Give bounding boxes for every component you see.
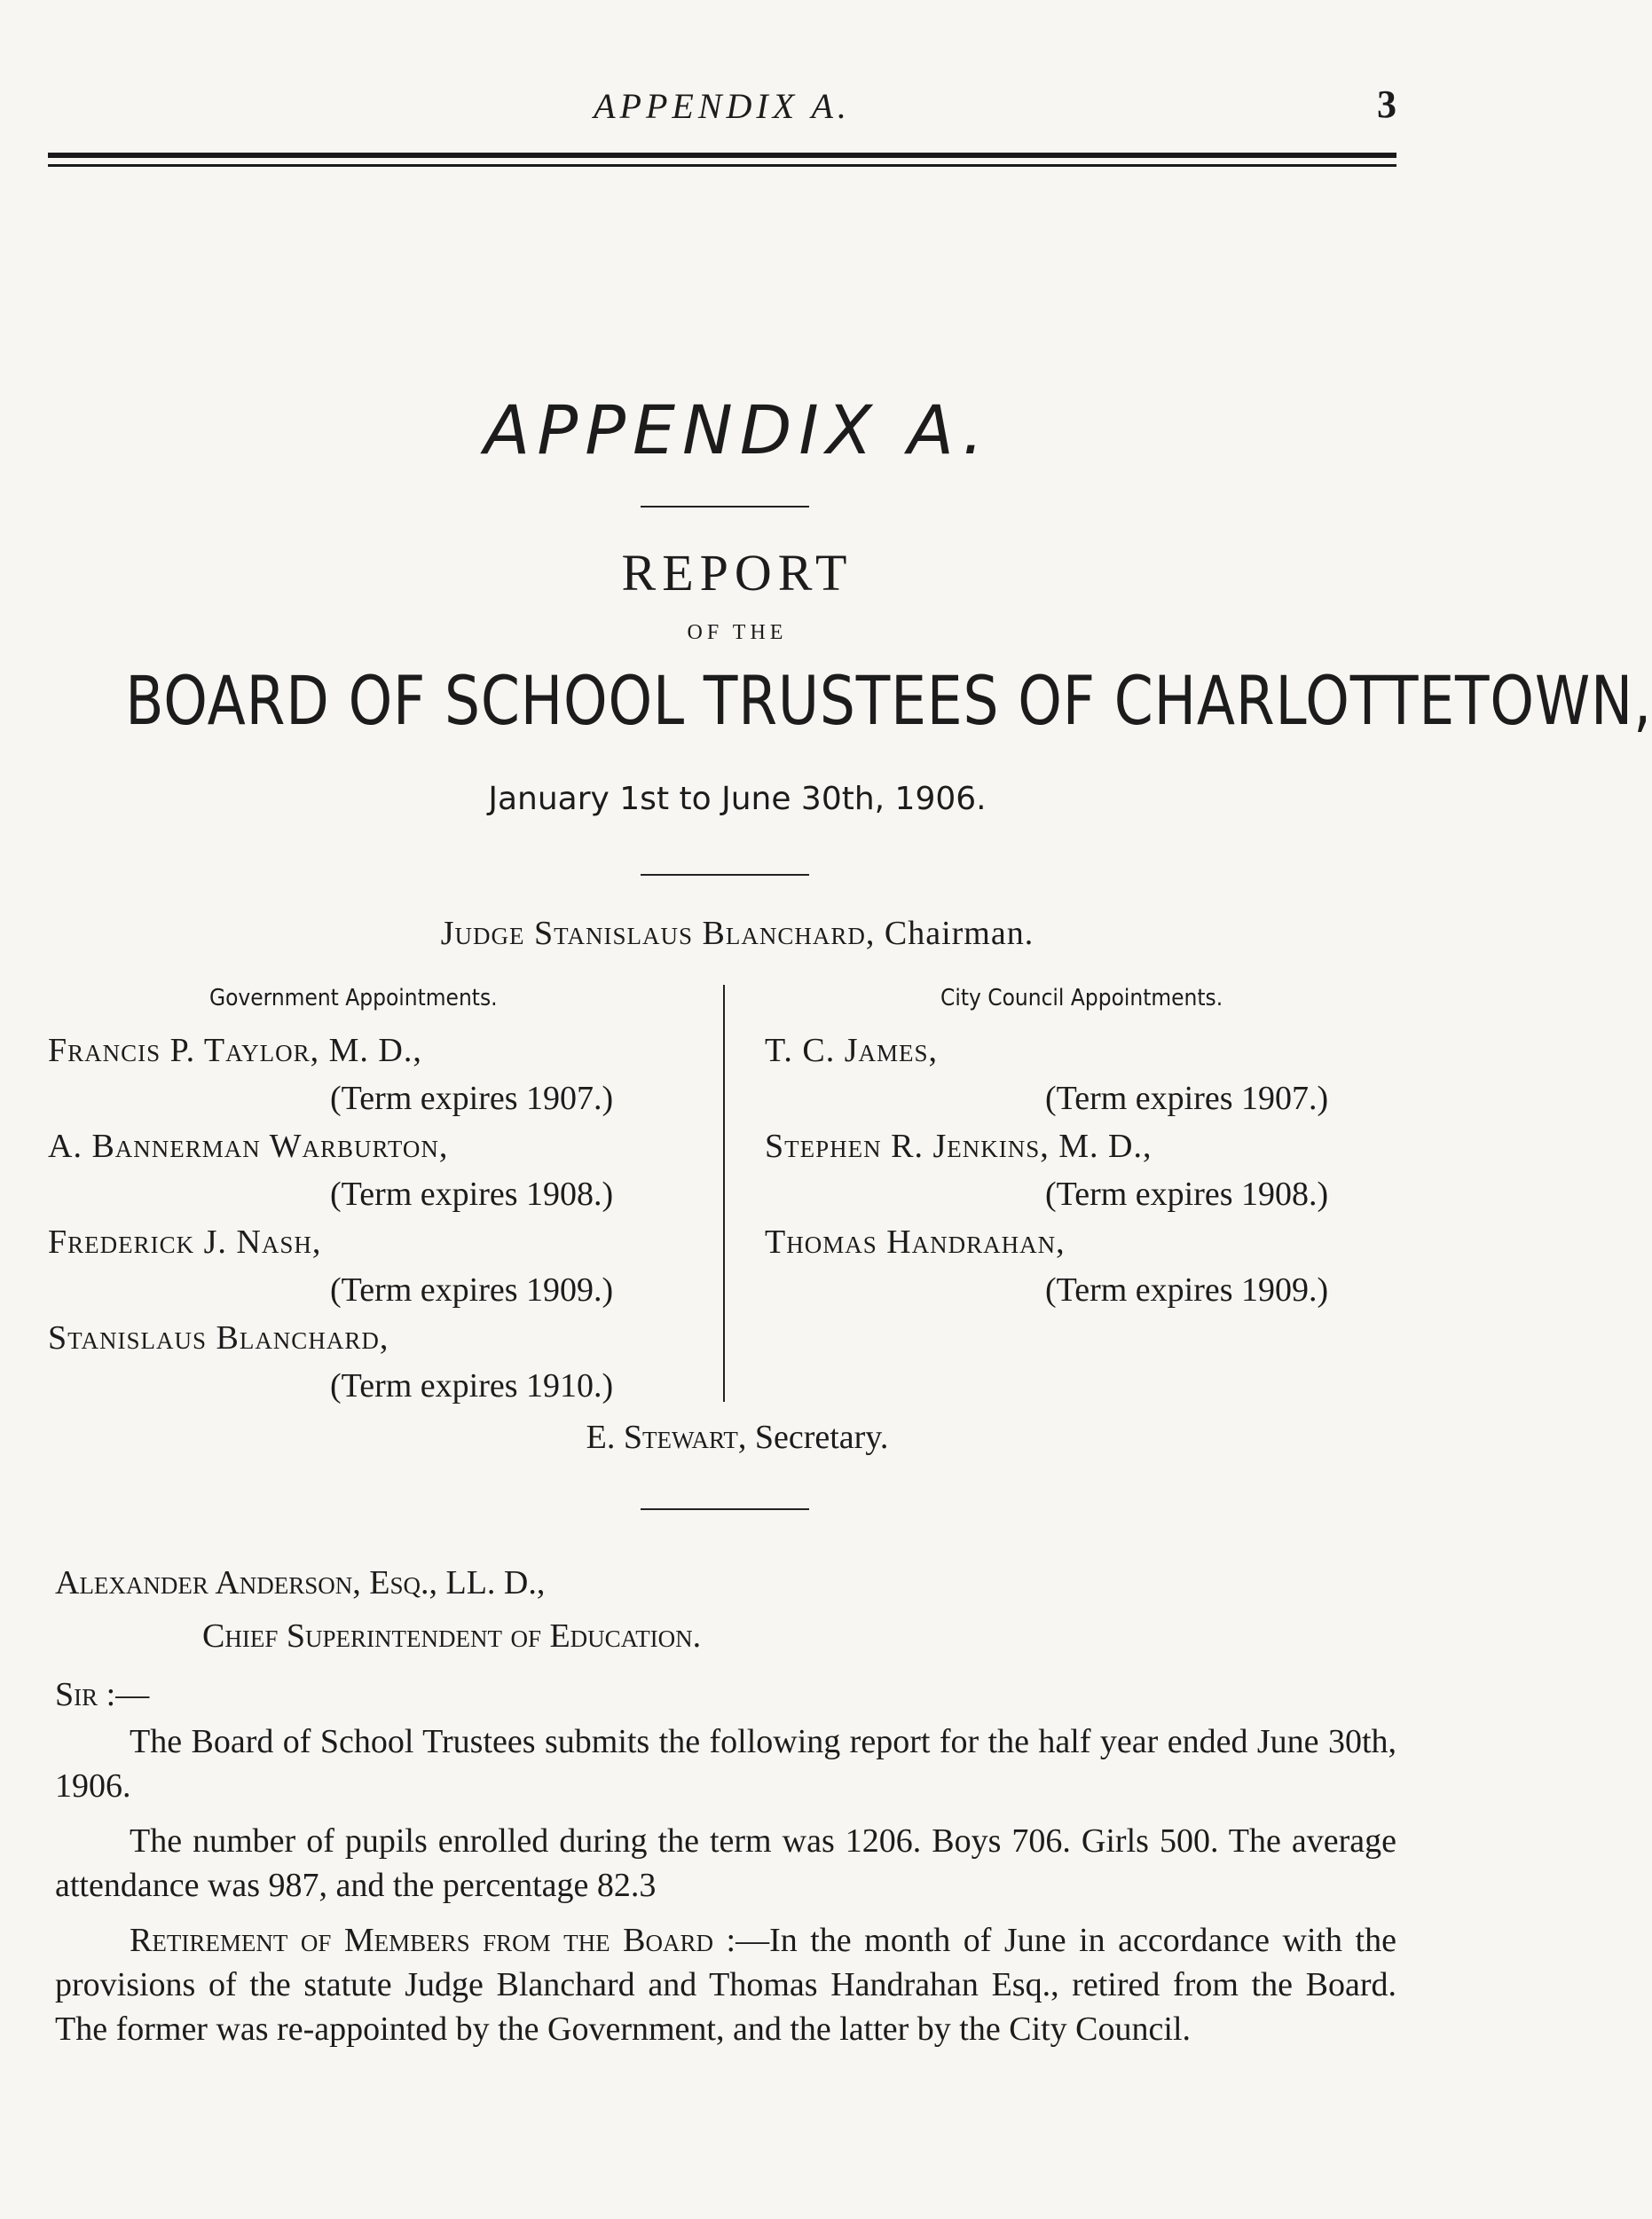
- header-rule: [48, 153, 1396, 167]
- member-term: (Term expires 1909.): [1045, 1271, 1329, 1309]
- salutation: Sir :—: [55, 1676, 150, 1713]
- divider-rule: [641, 874, 809, 876]
- running-title: APPENDIX A.: [594, 86, 851, 126]
- retirement-paragraph: [55, 1918, 1396, 2051]
- addressee: Alexander Anderson, Esq., LL. D.,: [55, 1564, 546, 1601]
- member-name: T. C. James,: [765, 1032, 939, 1069]
- member-name: Stanislaus Blanchard,: [48, 1319, 389, 1357]
- appendix-title: APPENDIX A.: [484, 390, 991, 469]
- member-term: (Term expires 1908.): [1045, 1176, 1329, 1213]
- member-name: A. Bannerman Warburton,: [48, 1128, 449, 1165]
- running-head: [48, 78, 1396, 140]
- chairman-name: Judge Stanislaus Blanchard,: [440, 915, 876, 952]
- city-council-heading: City Council Appointments.: [940, 985, 1223, 1011]
- report-heading: REPORT: [621, 544, 854, 602]
- member-term: (Term expires 1907.): [1045, 1080, 1329, 1117]
- divider-rule: [641, 1508, 809, 1510]
- addressee-title: Chief Superintendent of Education.: [202, 1617, 702, 1655]
- member-term: (Term expires 1907.): [330, 1080, 614, 1117]
- board-title: BOARD OF SCHOOL TRUSTEES OF CHARLOTTETOWN,: [125, 661, 1652, 740]
- member-term: (Term expires 1909.): [330, 1271, 614, 1309]
- retirement-heading: Retirement of Members from the Board :—: [130, 1922, 770, 1959]
- member-name: Frederick J. Nash,: [48, 1224, 322, 1261]
- page-number: 3: [1377, 83, 1396, 126]
- divider-rule: [641, 506, 809, 508]
- member-name: Francis P. Taylor, M. D.,: [48, 1032, 422, 1069]
- secretary-role: Secretary.: [754, 1419, 889, 1456]
- of-the-text: OF THE: [687, 621, 788, 644]
- paragraph: The number of pupils enrolled during the term was 1206. Boys 706. Girls 500. The average attendance was 987, and the percentage 82.3: [55, 1822, 1396, 1904]
- member-name: Thomas Handrahan,: [765, 1224, 1066, 1261]
- chairman-line: [0, 914, 1475, 953]
- secretary-name: E. Stewart,: [586, 1419, 747, 1456]
- government-heading: Government Appointments.: [209, 985, 498, 1011]
- date-range: January 1st to June 30th, 1906.: [488, 781, 987, 817]
- retirement-text: In the month of June in accordance with the provisions of the statute Judge Blanchard and Thomas Handrahan Esq., retired from the Board. The former was re-appointed by the Government, and the latter by the City Council.: [55, 1922, 1396, 2048]
- secretary-line: [0, 1418, 1475, 1457]
- column-divider: [723, 985, 725, 1402]
- member-term: (Term expires 1910.): [330, 1367, 614, 1405]
- chairman-role: Chairman.: [884, 915, 1034, 952]
- member-term: (Term expires 1908.): [330, 1176, 614, 1213]
- paragraph: The Board of School Trustees submits the following report for the half year ended June 30th, 1906.: [55, 1723, 1396, 1805]
- member-name: Stephen R. Jenkins, M. D.,: [765, 1128, 1152, 1165]
